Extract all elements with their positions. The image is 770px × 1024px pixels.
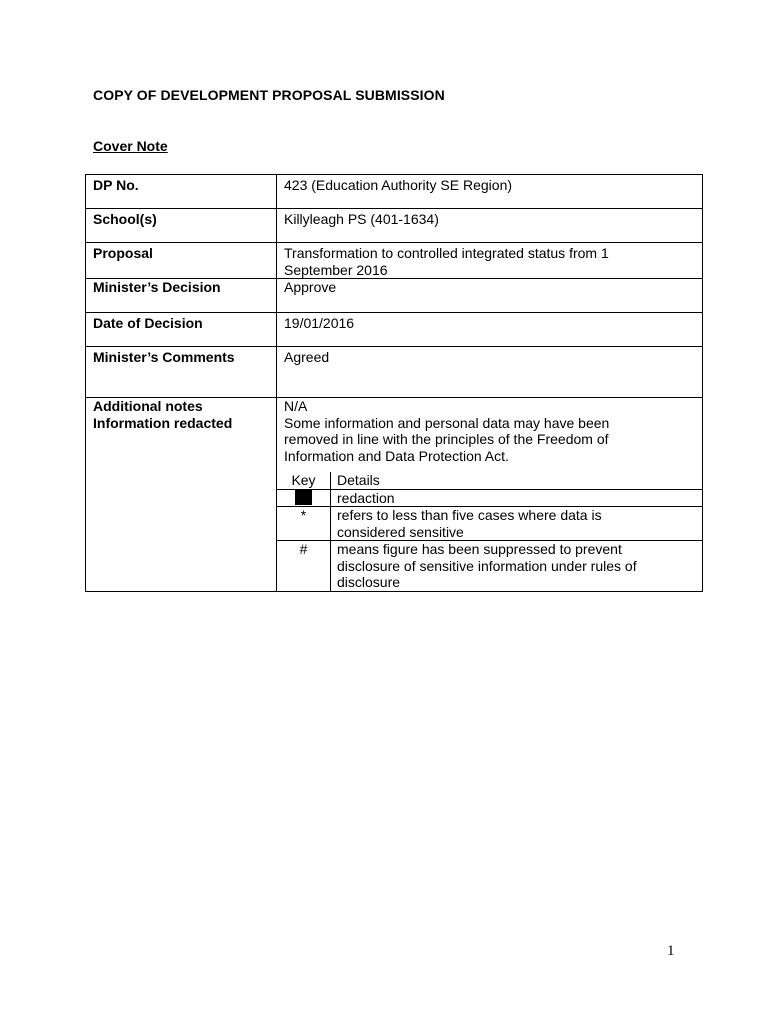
key-table-row <box>277 541 702 591</box>
details-line: disclosure of sensitive information under rules of <box>337 557 637 574</box>
details-cell <box>331 489 703 507</box>
details-cell <box>331 541 703 591</box>
information-redacted-label: Information redacted <box>93 414 233 431</box>
information-redacted-line2: removed in line with the principles of the Freedom of <box>284 431 609 447</box>
document-title: COPY OF DEVELOPMENT PROPOSAL SUBMISSION <box>93 87 445 103</box>
additional-notes-value: N/A <box>284 398 308 414</box>
key-cell: * <box>277 507 331 541</box>
schools-value: Killyleagh PS (401-1634) <box>277 209 703 243</box>
details-line: disclosure <box>337 574 401 590</box>
proposal-value-line1: Transformation to controlled integrated status from 1 <box>284 245 609 261</box>
ministers-decision-label: Minister’s Decision <box>86 279 277 313</box>
key-cell: # <box>277 541 331 591</box>
table-row <box>86 279 703 313</box>
proposal-value <box>277 243 703 279</box>
additional-notes-label: Additional notes <box>93 398 203 414</box>
table-row <box>86 313 703 347</box>
table-row <box>86 398 703 592</box>
proposal-value-line2: September 2016 <box>284 261 388 278</box>
ministers-decision-value: Approve <box>277 279 703 313</box>
dp-no-value: 423 (Education Authority SE Region) <box>277 175 703 209</box>
schools-label: School(s) <box>86 209 277 243</box>
key-table <box>277 472 702 591</box>
date-of-decision-value: 19/01/2016 <box>277 313 703 347</box>
details-header: Details <box>337 472 380 488</box>
table-row <box>86 209 703 243</box>
date-of-decision-label: Date of Decision <box>86 313 277 347</box>
proposal-label: Proposal <box>86 243 277 279</box>
table-row <box>86 347 703 398</box>
details-line: redaction <box>337 489 395 506</box>
key-cell <box>277 489 331 507</box>
table-row <box>86 175 703 209</box>
section-heading: Cover Note <box>93 138 168 154</box>
key-header: Key <box>277 472 331 489</box>
notes-and-redaction-values <box>277 398 703 592</box>
table-row <box>86 243 703 279</box>
details-line: refers to less than five cases where data is <box>337 507 602 523</box>
information-redacted-line1: Some information and personal data may have been <box>284 414 610 431</box>
details-line: means figure has been suppressed to prevent <box>337 541 622 557</box>
information-redacted-line3: Information and Data Protection Act. <box>284 447 509 464</box>
details-cell <box>331 507 703 541</box>
key-table-header <box>277 472 702 489</box>
ministers-comments-value: Agreed <box>277 347 703 398</box>
dp-no-label: DP No. <box>86 175 277 209</box>
page-number: 1 <box>667 943 675 959</box>
cover-note-table <box>85 174 703 592</box>
key-table-row <box>277 507 702 541</box>
redaction-square-icon <box>295 490 312 505</box>
notes-and-redaction-labels <box>86 398 277 592</box>
key-table-row <box>277 489 702 507</box>
details-line: considered sensitive <box>337 523 464 540</box>
ministers-comments-label: Minister’s Comments <box>86 347 277 398</box>
